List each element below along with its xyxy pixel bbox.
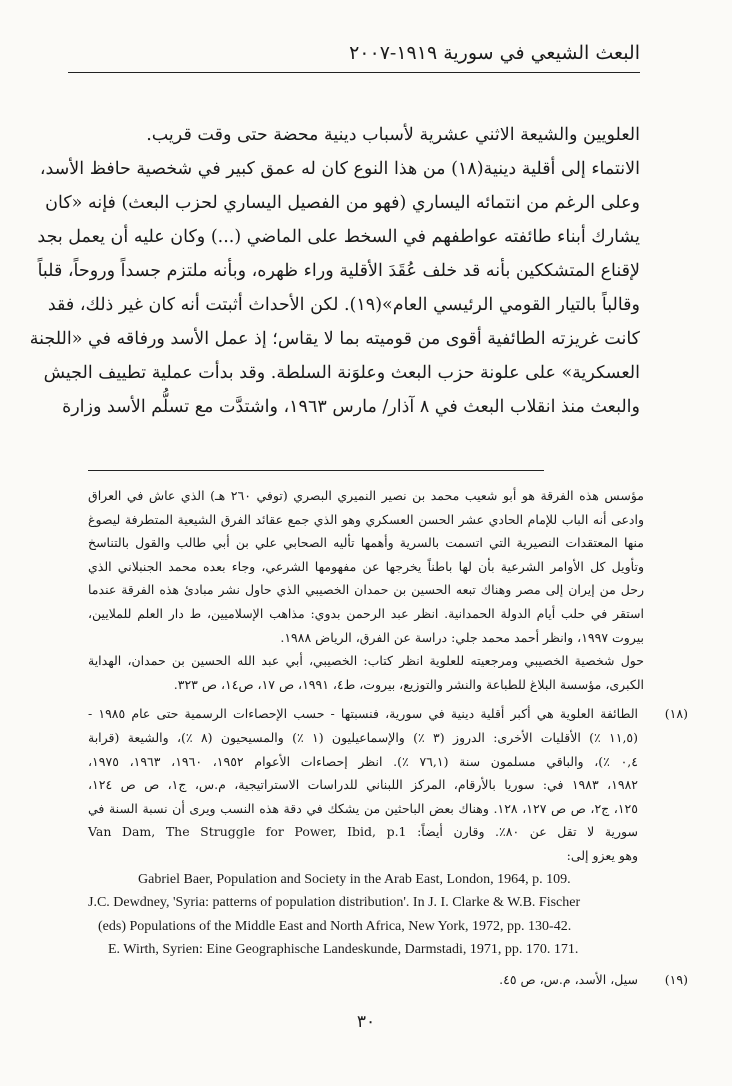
footnote-number: (١٩): [664, 971, 688, 987]
footnote-line: (١١,٥ ٪) الأقليات الأخرى: الدروز (٣ ٪) والإسماعيليون (١ ٪) والمسيحيون (٨ ٪)، والشيعة (قرابة: [88, 729, 639, 745]
footnote-reference: E. Wirth, Syrien: Eine Geographische Landeskunde, Darmstadi, 1971, pp. 170. 171.: [108, 942, 579, 958]
footnote-reference: (eds) Populations of the Middle East and North Africa, New York, 1972, pp. 130-42.: [98, 918, 572, 934]
running-title: البعث الشيعي في سورية ١٩١٩-٢٠٠٧: [349, 42, 640, 64]
footnote-line: ١٢٥، ج٢، ص ص ١٢٧، ١٢٨. وهناك بعض الباحثين من يشكك في دقة هذه النسب ويرى أن نسبة السنة في: [88, 800, 638, 816]
body-line: والبعث منذ انقلاب البعث في ٨ آذار/ مارس ١٩٦٣، واشتدَّت مع تسلُّم الأسد وزارة: [62, 397, 640, 417]
body-line: وعلى الرغم من انتمائه اليساري (فهو من الفصيل اليساري لحزب البعث) فإنه «كان: [45, 193, 640, 213]
footnote-line: رحل من إيران إلى مصر وهناك تبعه الحسين بن حمدان الخصيبي الذي حاول نشر مبادئ هذه الفرقة عندما: [88, 582, 644, 598]
body-line: كانت غريزته الطائفية أقوى من قوميته بما لا يقاس؛ إذ عمل الأسد ورفاقه في «اللجنة: [29, 329, 640, 349]
footnote-18: [88, 702, 688, 962]
body-line: وقالباً بالتيار القومي الرئيسي العام»(١٩). لكن الأحداث أثبتت أنه كان غير ذلك، فقد: [47, 295, 640, 315]
footnote-line: الطائفة العلوية هي أكبر أقلية دينية في سورية، فنسبتها - حسب الإحصاءات الرسمية حتى عام ١٩٨٥ -: [88, 706, 638, 722]
footnote-19: [88, 968, 688, 992]
footnote-continuation: [88, 484, 644, 696]
footnote-body: [88, 702, 638, 962]
footnote-line: سيل، الأسد، م.س، ص ٤٥.: [499, 971, 638, 987]
body-line: العسكرية» على علونة حزب البعث وعلوَنة السلطة. وقد بدأت عملية تطييف الجيش: [43, 363, 640, 383]
footnote-line: مؤسس هذه الفرقة هو أبو شعيب محمد بن نصير النميري البصري (توفي ٢٦٠ هـ) الذي عاش في العراق: [88, 488, 644, 503]
footnote-number: (١٨): [664, 706, 688, 722]
body-line: العلويين والشيعة الاثني عشرية لأسباب دينية محضة حتى وقت قريب.: [146, 125, 640, 145]
footnotes: [88, 484, 688, 991]
footnote-line: استقر في حلب أيام الدولة الحمدانية. انظر عبد الرحمن بدوي: مذاهب الإسلاميين، ط دار العلم للملايين،: [88, 605, 644, 621]
running-header: [68, 38, 640, 73]
body-line: الانتماء إلى أقلية دينية(١٨) من هذا النوع كان له عمق كبير في شخصية حافظ الأسد،: [39, 159, 640, 179]
footnote-line: وهو يعزو إلى:: [566, 847, 638, 863]
footnote-line: وتأويل كل الأوامر الشرعية بأن لها باطناً يخرجها عن مفهومها الشرعي، وجاء بعده محمد الجنبلاني الذي: [88, 558, 644, 574]
footnote-line: وادعى أنه الباب للإمام الحادي عشر الحسن العسكري وهو الذي جمع عقائد الفرق الشيعية المتطرفة ليصوغ: [88, 511, 644, 527]
footnote-body: [88, 968, 638, 992]
footnote-reference: Gabriel Baer, Population and Society in the Arab East, London, 1964, p. 109.: [138, 871, 571, 887]
footnote-reference: J.C. Dewdney, 'Syria: patterns of population distribution'. In J. I. Clarke & W.B. Fischer: [88, 895, 581, 911]
page-number: ٣٠: [356, 1012, 376, 1032]
main-text: [29, 118, 640, 424]
footnote-line: منها المعتقدات النصيرية التي اتسمت بالسرية وأهمها تأليه الصحابي علي بن أبي طالب والقول بالتناسخ: [88, 535, 644, 551]
footnote-line: حول شخصية الخصيبي ومرجعيته للعلوية انظر كتاب: الخصيبي، أبي عبد الله الحسين بن حمدان، الهداية: [88, 653, 644, 669]
footnote-line: بيروت ١٩٩٧، وانظر أحمد محمد جلي: دراسة عن الفرق، الرياض ١٩٨٨.: [280, 629, 644, 645]
body-line: لإقناع المتشككين بأنه قد خلف عُقَدَ الأقلية وراء ظهره، وبأنه ملتزم جسداً وروحاً، قلباً: [37, 261, 640, 281]
footnote-line: الكبرى، مؤسسة البلاغ للطباعة والنشر والتوزيع، بيروت، ط٤، ١٩٩١، ص ١٧، ص١٤، ص ٣٢٣.: [173, 676, 644, 692]
footnote-line: سورية لا تقل عن ٨٠٪. وقارن أيضاً: Van Dam, The Struggle for Power, Ibid, p.1: [88, 824, 638, 840]
footnote-line: ١٩٨٢، ١٩٨٣ في: سوريا بالأرقام، المركز اللبناني للدراسات الاستراتيجية، م.س، ج١، ص ص ١٢٤،: [88, 777, 638, 793]
footnote-separator: [88, 470, 544, 471]
body-line: يشارك أبناء طائفته عواطفهم في السخط على الماضي (...) وكان عليه أن يعمل بجد: [37, 227, 640, 247]
footnote-line: ٠,٤ ٪)، والباقي مسلمون سنة (٧٦,١ ٪). انظر إحصاءات الأعوام ١٩٥٢، ١٩٦٠، ١٩٦٣، ١٩٧٥،: [88, 753, 638, 769]
